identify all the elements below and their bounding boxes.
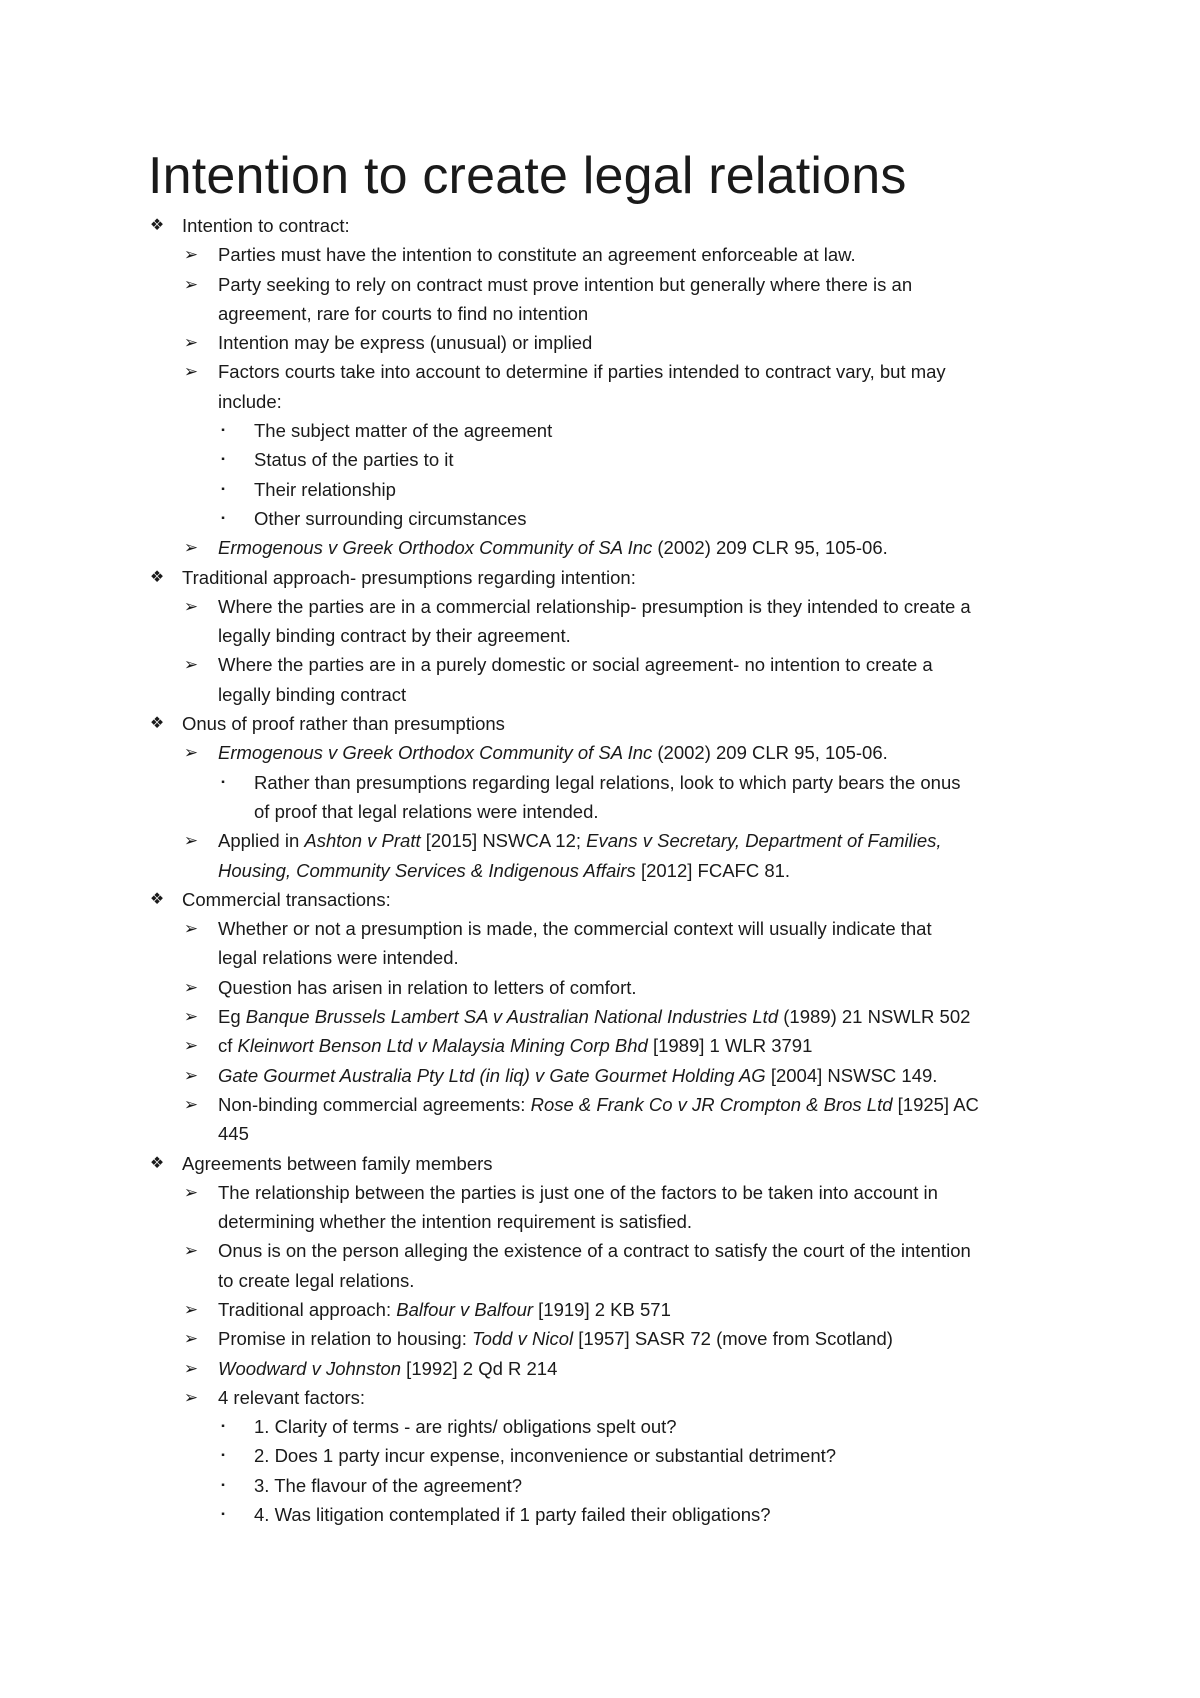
list-item-text	[218, 240, 856, 269]
list-item-level-2	[0, 240, 1200, 269]
case-citation-name: Balfour v Balfour	[396, 1298, 534, 1320]
text-segment: Eg	[218, 1006, 246, 1028]
list-item-text	[254, 504, 526, 533]
text-segment: [2012] FCAFC 81.	[635, 859, 791, 881]
text-segment: 3. The flavour of the agreement?	[254, 1474, 523, 1496]
list-item-continuation	[0, 797, 1200, 826]
list-item-text	[218, 1236, 971, 1265]
arrow-bullet-icon: ➢	[183, 245, 199, 265]
text-segment: legal relations were intended.	[218, 947, 459, 969]
list-item-level-2	[0, 533, 1200, 562]
text-segment: Onus is on the person alleging the existence of a contract to satisfy the court of the intention	[218, 1240, 971, 1262]
text-segment: Status of the parties to it	[254, 449, 454, 471]
text-segment: to create legal relations.	[218, 1269, 415, 1291]
list-item-level-1	[0, 211, 1200, 240]
text-segment: agreement, rare for courts to find no intention	[218, 302, 589, 324]
arrow-bullet-icon: ➢	[183, 274, 199, 294]
arrow-bullet-icon: ➢	[183, 538, 199, 558]
text-segment: Promise in relation to housing:	[218, 1328, 472, 1350]
text-segment: Where the parties are in a purely domestic or social agreement- no intention to create a	[218, 654, 933, 676]
text-segment: 1. Clarity of terms - are rights/ obligations spelt out?	[254, 1416, 677, 1438]
square-bullet-icon: ▪	[221, 454, 225, 466]
list-item-text	[218, 973, 637, 1002]
arrow-bullet-icon: ➢	[183, 831, 199, 851]
text-segment: Party seeking to rely on contract must prove intention but generally where there is an	[218, 273, 913, 295]
text-segment: [1925] AC	[892, 1093, 979, 1115]
list-item-text	[182, 563, 636, 592]
list-item-level-2	[0, 1295, 1200, 1324]
text-segment: [2004] NSWSC 149.	[765, 1064, 938, 1086]
diamond-bullet-icon: ❖	[149, 890, 165, 908]
list-item-text	[218, 1002, 970, 1031]
list-item-text	[254, 1441, 836, 1470]
arrow-bullet-icon: ➢	[183, 919, 199, 939]
list-item-text	[218, 1119, 249, 1148]
square-bullet-icon: ▪	[221, 425, 225, 437]
document-title: Intention to create legal relations	[148, 147, 907, 205]
case-citation-name: Ermogenous v Greek Orthodox Community of SA Inc	[218, 537, 653, 559]
text-segment: Onus of proof rather than presumptions	[182, 713, 505, 735]
list-item-text	[254, 1500, 771, 1529]
list-item-text	[218, 1207, 692, 1236]
text-segment: 4. Was litigation contemplated if 1 party failed their obligations?	[254, 1504, 771, 1526]
list-item-text	[182, 1149, 493, 1178]
list-item-continuation	[0, 1207, 1200, 1236]
list-item-text	[182, 885, 391, 914]
list-item-level-1	[0, 1149, 1200, 1178]
text-segment: Non-binding commercial agreements:	[218, 1093, 531, 1115]
list-item-level-2	[0, 973, 1200, 1002]
list-item-text	[182, 709, 505, 738]
list-item-text	[218, 914, 932, 943]
text-segment: 4 relevant factors:	[218, 1386, 366, 1408]
square-bullet-icon: ▪	[221, 776, 225, 788]
list-item-text	[218, 1178, 938, 1207]
text-segment: Agreements between family members	[182, 1152, 493, 1174]
arrow-bullet-icon: ➢	[183, 1299, 199, 1319]
arrow-bullet-icon: ➢	[183, 743, 199, 763]
arrow-bullet-icon: ➢	[183, 1241, 199, 1261]
list-item-level-3	[0, 1500, 1200, 1529]
list-item-level-2	[0, 1061, 1200, 1090]
list-item-text	[218, 1061, 937, 1090]
list-item-level-3	[0, 445, 1200, 474]
list-item-text	[218, 943, 459, 972]
list-item-level-2	[0, 1178, 1200, 1207]
list-item-level-2	[0, 1354, 1200, 1383]
list-item-level-3	[0, 504, 1200, 533]
list-item-level-2	[0, 826, 1200, 855]
list-item-text	[254, 1471, 522, 1500]
case-citation-name: Kleinwort Benson Ltd v Malaysia Mining Corp Bhd	[237, 1035, 648, 1057]
case-citation-name: Woodward v Johnston	[218, 1357, 402, 1379]
text-segment: (2002) 209 CLR 95, 105-06.	[652, 537, 888, 559]
list-item-level-3	[0, 768, 1200, 797]
arrow-bullet-icon: ➢	[183, 655, 199, 675]
list-item-level-2	[0, 914, 1200, 943]
list-item-level-2	[0, 592, 1200, 621]
text-segment: Commercial transactions:	[182, 888, 391, 910]
text-segment: The relationship between the parties is just one of the factors to be taken into account in	[218, 1181, 938, 1203]
list-item-text	[218, 856, 790, 885]
arrow-bullet-icon: ➢	[183, 333, 199, 353]
arrow-bullet-icon: ➢	[183, 1094, 199, 1114]
list-item-level-2	[0, 1002, 1200, 1031]
list-item-level-2	[0, 1090, 1200, 1119]
arrow-bullet-icon: ➢	[183, 362, 199, 382]
list-item-level-3	[0, 416, 1200, 445]
list-item-text	[218, 1090, 979, 1119]
list-item-text	[218, 357, 946, 386]
arrow-bullet-icon: ➢	[183, 977, 199, 997]
list-item-text	[254, 797, 599, 826]
text-segment: [2015] NSWCA 12;	[420, 830, 587, 852]
text-segment: Rather than presumptions regarding legal relations, look to which party bears the onus	[254, 771, 961, 793]
list-item-text	[218, 826, 942, 855]
list-item-text	[218, 738, 888, 767]
square-bullet-icon: ▪	[221, 483, 225, 495]
text-segment: 445	[218, 1123, 249, 1145]
arrow-bullet-icon: ➢	[183, 1036, 199, 1056]
text-segment: (1989) 21 NSWLR 502	[778, 1006, 971, 1028]
arrow-bullet-icon: ➢	[183, 596, 199, 616]
text-segment: The subject matter of the agreement	[254, 420, 553, 442]
case-citation-name: Banque Brussels Lambert SA v Australian National Industries Ltd	[245, 1006, 779, 1028]
list-item-level-1	[0, 885, 1200, 914]
list-item-text	[218, 533, 888, 562]
square-bullet-icon: ▪	[221, 1421, 225, 1433]
list-item-text	[254, 416, 552, 445]
list-item-continuation	[0, 1119, 1200, 1148]
list-item-continuation	[0, 621, 1200, 650]
list-item-text	[218, 328, 592, 357]
square-bullet-icon: ▪	[221, 1479, 225, 1491]
text-segment: [1919] 2 KB 571	[533, 1298, 671, 1320]
square-bullet-icon: ▪	[221, 1450, 225, 1462]
list-item-level-3	[0, 1471, 1200, 1500]
list-item-text	[254, 1412, 677, 1441]
list-item-text	[218, 621, 571, 650]
square-bullet-icon: ▪	[221, 1509, 225, 1521]
list-item-text	[218, 680, 406, 709]
list-item-text	[254, 768, 961, 797]
case-citation-name: Rose & Frank Co v JR Crompton & Bros Ltd	[530, 1093, 893, 1115]
list-item-level-2	[0, 270, 1200, 299]
list-item-text	[218, 592, 971, 621]
list-item-level-1	[0, 709, 1200, 738]
list-item-level-2	[0, 650, 1200, 679]
arrow-bullet-icon: ➢	[183, 1358, 199, 1378]
list-item-level-2	[0, 1236, 1200, 1265]
case-citation-name: Todd v Nicol	[472, 1328, 574, 1350]
list-item-text	[218, 1324, 893, 1353]
text-segment: of proof that legal relations were intended.	[254, 800, 599, 822]
list-item-level-2	[0, 1383, 1200, 1412]
list-item-continuation	[0, 856, 1200, 885]
list-item-level-3	[0, 475, 1200, 504]
list-item-level-2	[0, 1031, 1200, 1060]
list-item-level-1	[0, 563, 1200, 592]
text-segment: Where the parties are in a commercial relationship- presumption is they intended to create a	[218, 595, 971, 617]
case-citation-name: Gate Gourmet Australia Pty Ltd (in liq) v Gate Gourmet Holding AG	[218, 1064, 766, 1086]
text-segment: include:	[218, 390, 282, 412]
list-item-text	[218, 299, 588, 328]
list-item-continuation	[0, 943, 1200, 972]
text-segment: Applied in	[218, 830, 305, 852]
text-segment: (2002) 209 CLR 95, 105-06.	[652, 742, 888, 764]
list-item-level-3	[0, 1441, 1200, 1470]
list-item-text	[218, 1354, 557, 1383]
list-item-text	[218, 270, 912, 299]
diamond-bullet-icon: ❖	[149, 568, 165, 586]
list-item-text	[218, 1266, 414, 1295]
list-item-continuation	[0, 1266, 1200, 1295]
case-citation-name: Ashton v Pratt	[304, 830, 421, 852]
text-segment: Traditional approach- presumptions regarding intention:	[182, 566, 636, 588]
list-item-text	[218, 1383, 365, 1412]
list-item-continuation	[0, 299, 1200, 328]
bullet-list	[0, 211, 1200, 1529]
list-item-text	[254, 475, 396, 504]
list-item-level-2	[0, 357, 1200, 386]
arrow-bullet-icon: ➢	[183, 1329, 199, 1349]
list-item-continuation	[0, 387, 1200, 416]
list-item-text	[218, 387, 282, 416]
list-item-text	[218, 650, 933, 679]
text-segment: Other surrounding circumstances	[254, 507, 527, 529]
list-item-continuation	[0, 680, 1200, 709]
text-segment: Parties must have the intention to constitute an agreement enforceable at law.	[218, 244, 856, 266]
text-segment: Intention to contract:	[182, 215, 350, 236]
list-item-level-3	[0, 1412, 1200, 1441]
text-segment: Their relationship	[254, 478, 396, 500]
case-citation-name: Ermogenous v Greek Orthodox Community of SA Inc	[218, 742, 653, 764]
list-item-text	[218, 1295, 671, 1324]
text-segment: legally binding contract by their agreement.	[218, 625, 571, 647]
text-segment: legally binding contract	[218, 683, 407, 705]
text-segment: determining whether the intention requirement is satisfied.	[218, 1211, 693, 1233]
text-segment: Factors courts take into account to determine if parties intended to contract vary, but may	[218, 361, 946, 383]
arrow-bullet-icon: ➢	[183, 1387, 199, 1407]
list-item-level-2	[0, 328, 1200, 357]
case-citation-name: Housing, Community Services & Indigenous Affairs	[218, 859, 636, 881]
list-item-text	[182, 211, 350, 240]
diamond-bullet-icon: ❖	[149, 217, 165, 234]
list-item-text	[254, 445, 454, 474]
text-segment: [1992] 2 Qd R 214	[401, 1357, 558, 1379]
text-segment: [1957] SASR 72 (move from Scotland)	[573, 1328, 893, 1350]
diamond-bullet-icon: ❖	[149, 1154, 165, 1172]
diamond-bullet-icon: ❖	[149, 715, 165, 733]
text-segment: [1989] 1 WLR 3791	[647, 1035, 813, 1057]
arrow-bullet-icon: ➢	[183, 1182, 199, 1202]
arrow-bullet-icon: ➢	[183, 1007, 199, 1027]
square-bullet-icon: ▪	[221, 512, 225, 524]
text-segment: Traditional approach:	[218, 1298, 397, 1320]
list-item-text	[218, 1031, 812, 1060]
case-citation-name: Evans v Secretary, Department of Families,	[586, 830, 942, 852]
text-segment: Whether or not a presumption is made, the commercial context will usually indicate that	[218, 918, 932, 940]
list-item-level-2	[0, 1324, 1200, 1353]
text-segment: Intention may be express (unusual) or implied	[218, 332, 593, 354]
list-item-level-2	[0, 738, 1200, 767]
text-segment: cf	[218, 1035, 238, 1057]
arrow-bullet-icon: ➢	[183, 1065, 199, 1085]
text-segment: Question has arisen in relation to letters of comfort.	[218, 976, 637, 998]
text-segment: 2. Does 1 party incur expense, inconvenience or substantial detriment?	[254, 1445, 837, 1467]
